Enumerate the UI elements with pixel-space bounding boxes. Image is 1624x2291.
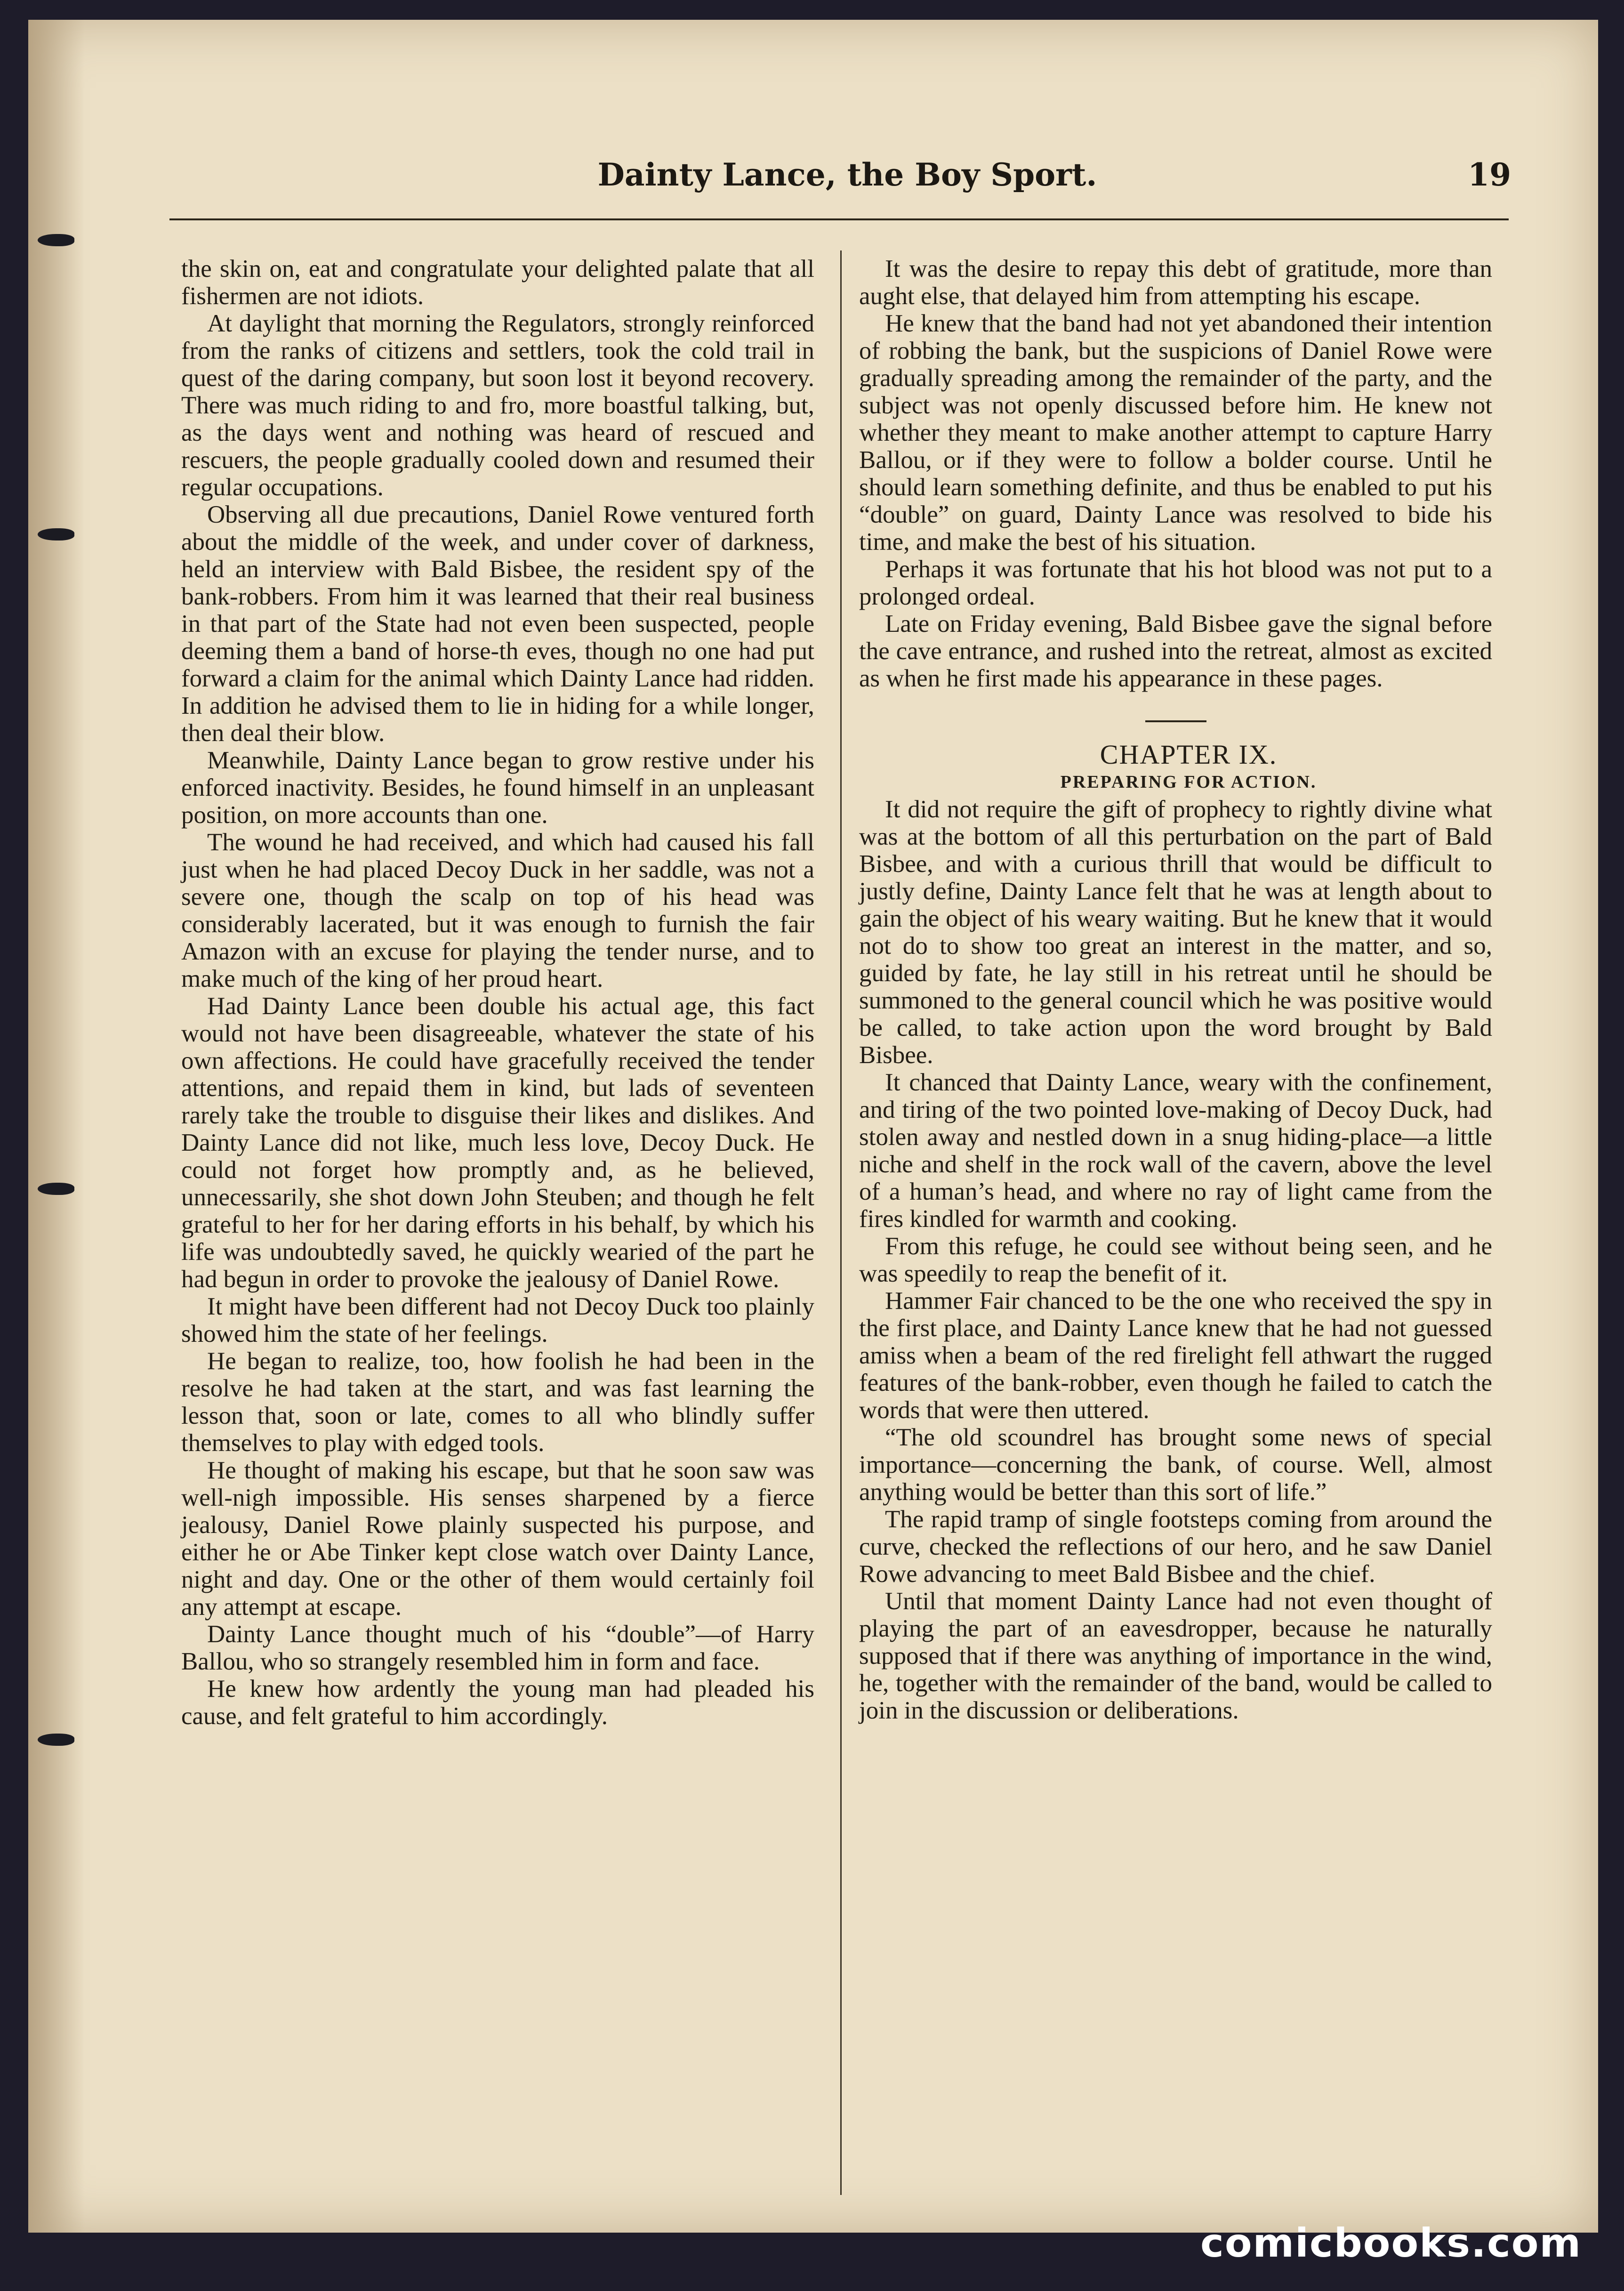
paragraph: Late on Friday evening, Bald Bisbee gave the signal before the cave entrance, and rushed into the retreat, almost as excited as when he first made his appearance in these pages.: [859, 610, 1492, 692]
paragraph: Hammer Fair chanced to be the one who received the spy in the first place, and Dainty Lance knew that he had not guessed amiss when a beam of the red firelight fell athwart the rugged features of the bank-robber, even though he failed to catch the words that were then uttered.: [859, 1287, 1492, 1424]
page-spine-shadow: [28, 20, 85, 2233]
right-column: [859, 255, 1492, 1724]
staple-mark: [38, 1183, 74, 1195]
book-page: [28, 20, 1598, 2233]
paragraph: He began to realize, too, how foolish he had been in the resolve he had taken at the start, and was fast learning the lesson that, soon or late, comes to all who blindly suffer themselves to play with edged tools.: [181, 1347, 814, 1457]
paragraph: The wound he had received, and which had caused his fall just when he had placed Decoy Duck in her saddle, was not a severe one, though the scalp on top of his head was considerably lacerated, but it was enough to furnish the fair Amazon with an excuse for playing the tender nurse, and to make much of the king of her proud heart.: [181, 829, 814, 992]
staple-mark: [38, 1734, 74, 1746]
watermark-text: comicbooks.com: [1200, 2220, 1582, 2266]
staple-mark: [38, 528, 74, 540]
paragraph: “The old scoundrel has brought some news of special importance—concerning the bank, of course. Well, almost anything would be better than this sort of life.”: [859, 1424, 1492, 1506]
paragraph: He thought of making his escape, but that he soon saw was well-nigh impossible. His senses sharpened by a fierce jealousy, Daniel Rowe plainly suspected his purpose, and either he or Abe Tinker kept close watch over Dainty Lance, night and day. One or the other of them would certainly foil any attempt at escape.: [181, 1457, 814, 1621]
paragraph: Until that moment Dainty Lance had not even thought of playing the part of an eavesdropper, because he naturally supposed that if there was anything of importance in the wind, he, together with the remainder of the band, would be called to join in the discussion or deliberations.: [859, 1588, 1492, 1724]
paragraph: Perhaps it was fortunate that his hot blood was not put to a prolonged ordeal.: [859, 556, 1492, 610]
column-divider: [840, 250, 842, 2195]
section-rule: [1145, 720, 1206, 722]
paragraph: Dainty Lance thought much of his “double”—of Harry Ballou, who so strangely resembled him in form and face.: [181, 1621, 814, 1675]
paragraph: At daylight that morning the Regulators, strongly reinforced from the ranks of citizens and settlers, took the cold trail in quest of the daring company, but soon lost it beyond recovery. There was much riding to and fro, more boastful talking, but, as the days went and nothing was heard of rescued and rescuers, the people gradually cooled down and resumed their regular occupations.: [181, 310, 814, 501]
paragraph: the skin on, eat and congratulate your delighted palate that all fishermen are not idiots.: [181, 255, 814, 310]
paragraph: He knew that the band had not yet abandoned their intention of robbing the bank, but the suspicions of Daniel Rowe were gradually spreading among the remainder of the party, and the subject was not openly discussed before him. He knew not whether they meant to make another attempt to capture Harry Ballou, or if they were to follow a bolder course. Until he should learn something definite, and thus be enabled to put his “double” on guard, Dainty Lance was resolved to bide his time, and make the best of his situation.: [859, 310, 1492, 556]
paragraph: Had Dainty Lance been double his actual age, this fact would not have been disagreeable, whatever the state of his own affections. He could have gracefully received the tender attentions, and repaid them in kind, but lads of seventeen rarely take the trouble to disguise their likes and dislikes. And Dainty Lance did not like, much less love, Decoy Duck. He could not forget how promptly and, as he believed, unnecessarily, she shot down John Steuben; and though he felt grateful to her for her daring efforts in his behalf, by which his life was undoubtedly saved, he quickly wearied of the part he had begun in order to provoke the jealousy of Daniel Rowe.: [181, 992, 814, 1293]
running-title: Dainty Lance, the Boy Sport.: [597, 156, 1097, 193]
paragraph: Observing all due precautions, Daniel Rowe ventured forth about the middle of the week, and under cover of darkness, held an interview with Bald Bisbee, the resident spy of the bank-robbers. From him it was learned that their real business in that part of the State had not even been suspected, people deeming them a band of horse-th eves, though no one had put forward a claim for the animal which Dainty Lance had ridden. In addition he advised them to lie in hiding for a while longer, then deal their blow.: [181, 501, 814, 747]
paragraph: It did not require the gift of prophecy to rightly divine what was at the bottom of all this perturbation on the part of Bald Bisbee, and with a curious thrill that would be difficult to justly define, Dainty Lance felt that he was at length about to gain the object of his weary waiting. But he knew that it would not do to show too great an interest in the matter, and so, guided by fate, he lay still in his retreat until he should be summoned to the general council which he was positive would be called, to take action upon the word brought by Bald Bisbee.: [859, 796, 1492, 1069]
staple-mark: [38, 234, 74, 246]
left-column: [181, 255, 814, 1730]
paragraph: It chanced that Dainty Lance, weary with the confinement, and tiring of the two pointed love-making of Decoy Duck, had stolen away and nestled down in a snug hiding-place—a little niche and shelf in the rock wall of the cavern, above the level of a human’s head, and where no ray of light came from the fires kindled for warmth and cooking.: [859, 1069, 1492, 1233]
paragraph: He knew how ardently the young man had pleaded his cause, and felt grateful to him accordingly.: [181, 1675, 814, 1730]
paragraph: The rapid tramp of single footsteps coming from around the curve, checked the reflections of our hero, and he saw Daniel Rowe advancing to meet Bald Bisbee and the chief.: [859, 1506, 1492, 1588]
chapter-subtitle: PREPARING FOR ACTION.: [1060, 772, 1317, 792]
page-number: 19: [1468, 156, 1511, 193]
chapter-title: CHAPTER IX.: [1100, 739, 1278, 770]
page-header: [188, 156, 1511, 208]
header-rule: [169, 218, 1509, 220]
paragraph: From this refuge, he could see without being seen, and he was speedily to reap the benefit of it.: [859, 1233, 1492, 1287]
paragraph: It was the desire to repay this debt of gratitude, more than aught else, that delayed him from attempting his escape.: [859, 255, 1492, 310]
paragraph: It might have been different had not Decoy Duck too plainly showed him the state of her feelings.: [181, 1293, 814, 1347]
paragraph: Meanwhile, Dainty Lance began to grow restive under his enforced inactivity. Besides, he found himself in an unpleasant position, on more accounts than one.: [181, 747, 814, 829]
